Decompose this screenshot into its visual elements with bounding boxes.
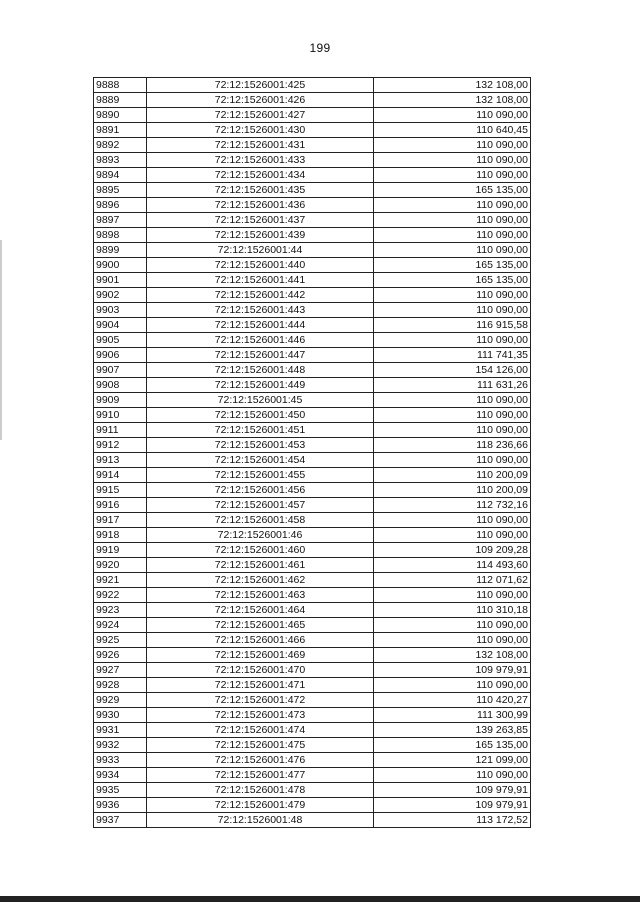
row-number: 9891 (94, 123, 147, 138)
cadastral-value: 165 135,00 (374, 273, 531, 288)
table-row (94, 678, 531, 693)
table-row (94, 378, 531, 393)
cadastral-value: 110 090,00 (374, 153, 531, 168)
table-row (94, 273, 531, 288)
cadastral-number: 72:12:1526001:463 (147, 588, 374, 603)
table-row (94, 303, 531, 318)
cadastral-number: 72:12:1526001:427 (147, 108, 374, 123)
cadastral-value: 110 090,00 (374, 168, 531, 183)
row-number: 9899 (94, 243, 147, 258)
cadastral-value: 110 090,00 (374, 588, 531, 603)
table-row (94, 798, 531, 813)
cadastral-value: 165 135,00 (374, 258, 531, 273)
row-number: 9929 (94, 693, 147, 708)
cadastral-number: 72:12:1526001:447 (147, 348, 374, 363)
table-row (94, 438, 531, 453)
row-number: 9925 (94, 633, 147, 648)
cadastral-number: 72:12:1526001:446 (147, 333, 374, 348)
cadastral-number: 72:12:1526001:442 (147, 288, 374, 303)
cadastral-number: 72:12:1526001:450 (147, 408, 374, 423)
table-row (94, 78, 531, 93)
table-row (94, 348, 531, 363)
cadastral-number: 72:12:1526001:457 (147, 498, 374, 513)
table-row (94, 663, 531, 678)
table-row (94, 363, 531, 378)
cadastral-value: 110 090,00 (374, 243, 531, 258)
cadastral-value: 113 172,52 (374, 813, 531, 828)
row-number: 9921 (94, 573, 147, 588)
cadastral-number: 72:12:1526001:464 (147, 603, 374, 618)
cadastral-number: 72:12:1526001:449 (147, 378, 374, 393)
cadastral-number: 72:12:1526001:461 (147, 558, 374, 573)
cadastral-number: 72:12:1526001:477 (147, 768, 374, 783)
row-number: 9926 (94, 648, 147, 663)
row-number: 9898 (94, 228, 147, 243)
cadastral-value: 109 979,91 (374, 783, 531, 798)
cadastral-number: 72:12:1526001:453 (147, 438, 374, 453)
row-number: 9895 (94, 183, 147, 198)
cadastral-value: 110 640,45 (374, 123, 531, 138)
table-row (94, 198, 531, 213)
cadastral-value: 110 310,18 (374, 603, 531, 618)
cadastral-value: 110 200,09 (374, 483, 531, 498)
cadastral-number: 72:12:1526001:469 (147, 648, 374, 663)
cadastral-value: 112 071,62 (374, 573, 531, 588)
row-number: 9919 (94, 543, 147, 558)
cadastral-value: 165 135,00 (374, 738, 531, 753)
table-row (94, 258, 531, 273)
table-row (94, 768, 531, 783)
row-number: 9928 (94, 678, 147, 693)
row-number: 9902 (94, 288, 147, 303)
cadastral-value: 139 263,85 (374, 723, 531, 738)
cadastral-number: 72:12:1526001:458 (147, 513, 374, 528)
cadastral-value: 111 300,99 (374, 708, 531, 723)
table-row (94, 138, 531, 153)
cadastral-number: 72:12:1526001:425 (147, 78, 374, 93)
cadastral-value: 110 090,00 (374, 198, 531, 213)
cadastral-number: 72:12:1526001:441 (147, 273, 374, 288)
cadastral-number: 72:12:1526001:433 (147, 153, 374, 168)
cadastral-value: 109 979,91 (374, 798, 531, 813)
cadastral-number: 72:12:1526001:479 (147, 798, 374, 813)
row-number: 9920 (94, 558, 147, 573)
cadastral-value: 110 090,00 (374, 333, 531, 348)
cadastral-number: 72:12:1526001:455 (147, 468, 374, 483)
cadastral-value: 109 209,28 (374, 543, 531, 558)
table-row (94, 633, 531, 648)
row-number: 9916 (94, 498, 147, 513)
cadastral-number: 72:12:1526001:471 (147, 678, 374, 693)
cadastral-number: 72:12:1526001:448 (147, 363, 374, 378)
row-number: 9888 (94, 78, 147, 93)
table-row (94, 708, 531, 723)
cadastral-number: 72:12:1526001:472 (147, 693, 374, 708)
row-number: 9909 (94, 393, 147, 408)
table-row (94, 603, 531, 618)
table-row (94, 108, 531, 123)
row-number: 9930 (94, 708, 147, 723)
table-row (94, 738, 531, 753)
cadastral-value: 111 741,35 (374, 348, 531, 363)
row-number: 9897 (94, 213, 147, 228)
cadastral-value: 110 090,00 (374, 303, 531, 318)
cadastral-number: 72:12:1526001:456 (147, 483, 374, 498)
cadastral-value: 112 732,16 (374, 498, 531, 513)
table-row (94, 318, 531, 333)
cadastral-value: 110 090,00 (374, 633, 531, 648)
cadastral-number: 72:12:1526001:476 (147, 753, 374, 768)
table-row (94, 93, 531, 108)
cadastral-value: 111 631,26 (374, 378, 531, 393)
row-number: 9896 (94, 198, 147, 213)
table-row (94, 213, 531, 228)
cadastral-number: 72:12:1526001:434 (147, 168, 374, 183)
cadastral-value: 132 108,00 (374, 78, 531, 93)
row-number: 9907 (94, 363, 147, 378)
cadastral-value: 165 135,00 (374, 183, 531, 198)
row-number: 9906 (94, 348, 147, 363)
cadastral-number: 72:12:1526001:426 (147, 93, 374, 108)
row-number: 9900 (94, 258, 147, 273)
cadastral-value: 110 090,00 (374, 228, 531, 243)
cadastral-value: 116 915,58 (374, 318, 531, 333)
row-number: 9893 (94, 153, 147, 168)
bottom-border (0, 896, 640, 902)
cadastral-value: 121 099,00 (374, 753, 531, 768)
table-row (94, 618, 531, 633)
cadastral-value: 114 493,60 (374, 558, 531, 573)
table-row (94, 423, 531, 438)
table-row (94, 408, 531, 423)
table-row (94, 573, 531, 588)
cadastral-value: 132 108,00 (374, 648, 531, 663)
row-number: 9905 (94, 333, 147, 348)
table-row (94, 183, 531, 198)
cadastral-value: 110 090,00 (374, 288, 531, 303)
table-row (94, 723, 531, 738)
cadastral-number: 72:12:1526001:462 (147, 573, 374, 588)
table-row (94, 543, 531, 558)
row-number: 9914 (94, 468, 147, 483)
table-row (94, 648, 531, 663)
cadastral-number: 72:12:1526001:475 (147, 738, 374, 753)
row-number: 9904 (94, 318, 147, 333)
row-number: 9911 (94, 423, 147, 438)
row-number: 9932 (94, 738, 147, 753)
cadastral-value: 110 090,00 (374, 108, 531, 123)
cadastral-number: 72:12:1526001:470 (147, 663, 374, 678)
table-row (94, 288, 531, 303)
cadastral-value: 110 090,00 (374, 453, 531, 468)
row-number: 9890 (94, 108, 147, 123)
row-number: 9927 (94, 663, 147, 678)
row-number: 9936 (94, 798, 147, 813)
cadastral-number: 72:12:1526001:466 (147, 633, 374, 648)
row-number: 9917 (94, 513, 147, 528)
row-number: 9924 (94, 618, 147, 633)
table-row (94, 228, 531, 243)
cadastral-number: 72:12:1526001:431 (147, 138, 374, 153)
cadastral-number: 72:12:1526001:430 (147, 123, 374, 138)
table-row (94, 483, 531, 498)
cadastral-value: 110 090,00 (374, 393, 531, 408)
page-number: 199 (309, 41, 331, 55)
cadastral-number: 72:12:1526001:444 (147, 318, 374, 333)
row-number: 9923 (94, 603, 147, 618)
table-row (94, 753, 531, 768)
table-row (94, 528, 531, 543)
row-number: 9933 (94, 753, 147, 768)
cadastral-number: 72:12:1526001:473 (147, 708, 374, 723)
cadastral-value: 110 090,00 (374, 513, 531, 528)
cadastral-number: 72:12:1526001:474 (147, 723, 374, 738)
cadastral-number: 72:12:1526001:45 (147, 393, 374, 408)
cadastral-number: 72:12:1526001:439 (147, 228, 374, 243)
cadastral-value-table (93, 77, 531, 828)
cadastral-number: 72:12:1526001:443 (147, 303, 374, 318)
cadastral-value: 110 090,00 (374, 618, 531, 633)
table-row (94, 498, 531, 513)
table-row (94, 333, 531, 348)
table-row (94, 393, 531, 408)
scan-edge-mark (0, 240, 2, 440)
table-row (94, 513, 531, 528)
row-number: 9931 (94, 723, 147, 738)
table-row (94, 123, 531, 138)
cadastral-value: 110 090,00 (374, 408, 531, 423)
row-number: 9892 (94, 138, 147, 153)
cadastral-number: 72:12:1526001:460 (147, 543, 374, 558)
cadastral-number: 72:12:1526001:465 (147, 618, 374, 633)
table-body (94, 78, 531, 828)
cadastral-value: 110 090,00 (374, 138, 531, 153)
cadastral-number: 72:12:1526001:436 (147, 198, 374, 213)
cadastral-number: 72:12:1526001:44 (147, 243, 374, 258)
row-number: 9910 (94, 408, 147, 423)
cadastral-value: 109 979,91 (374, 663, 531, 678)
cadastral-value: 110 090,00 (374, 423, 531, 438)
table-row (94, 813, 531, 828)
cadastral-number: 72:12:1526001:478 (147, 783, 374, 798)
row-number: 9903 (94, 303, 147, 318)
table-row (94, 468, 531, 483)
cadastral-value: 118 236,66 (374, 438, 531, 453)
cadastral-value: 154 126,00 (374, 363, 531, 378)
row-number: 9913 (94, 453, 147, 468)
table-row (94, 588, 531, 603)
cadastral-number: 72:12:1526001:451 (147, 423, 374, 438)
row-number: 9901 (94, 273, 147, 288)
table-row (94, 693, 531, 708)
row-number: 9934 (94, 768, 147, 783)
cadastral-value: 110 090,00 (374, 678, 531, 693)
cadastral-value: 110 090,00 (374, 213, 531, 228)
cadastral-value: 110 420,27 (374, 693, 531, 708)
cadastral-value: 110 090,00 (374, 768, 531, 783)
row-number: 9935 (94, 783, 147, 798)
table-row (94, 153, 531, 168)
cadastral-number: 72:12:1526001:46 (147, 528, 374, 543)
cadastral-number: 72:12:1526001:454 (147, 453, 374, 468)
table-row (94, 558, 531, 573)
row-number: 9937 (94, 813, 147, 828)
cadastral-value: 110 090,00 (374, 528, 531, 543)
table-row (94, 453, 531, 468)
row-number: 9915 (94, 483, 147, 498)
cadastral-number: 72:12:1526001:437 (147, 213, 374, 228)
table-row (94, 783, 531, 798)
row-number: 9918 (94, 528, 147, 543)
row-number: 9894 (94, 168, 147, 183)
row-number: 9912 (94, 438, 147, 453)
cadastral-value: 110 200,09 (374, 468, 531, 483)
cadastral-number: 72:12:1526001:435 (147, 183, 374, 198)
table-row (94, 168, 531, 183)
table-row (94, 243, 531, 258)
row-number: 9922 (94, 588, 147, 603)
cadastral-number: 72:12:1526001:440 (147, 258, 374, 273)
row-number: 9908 (94, 378, 147, 393)
cadastral-number: 72:12:1526001:48 (147, 813, 374, 828)
cadastral-value: 132 108,00 (374, 93, 531, 108)
row-number: 9889 (94, 93, 147, 108)
